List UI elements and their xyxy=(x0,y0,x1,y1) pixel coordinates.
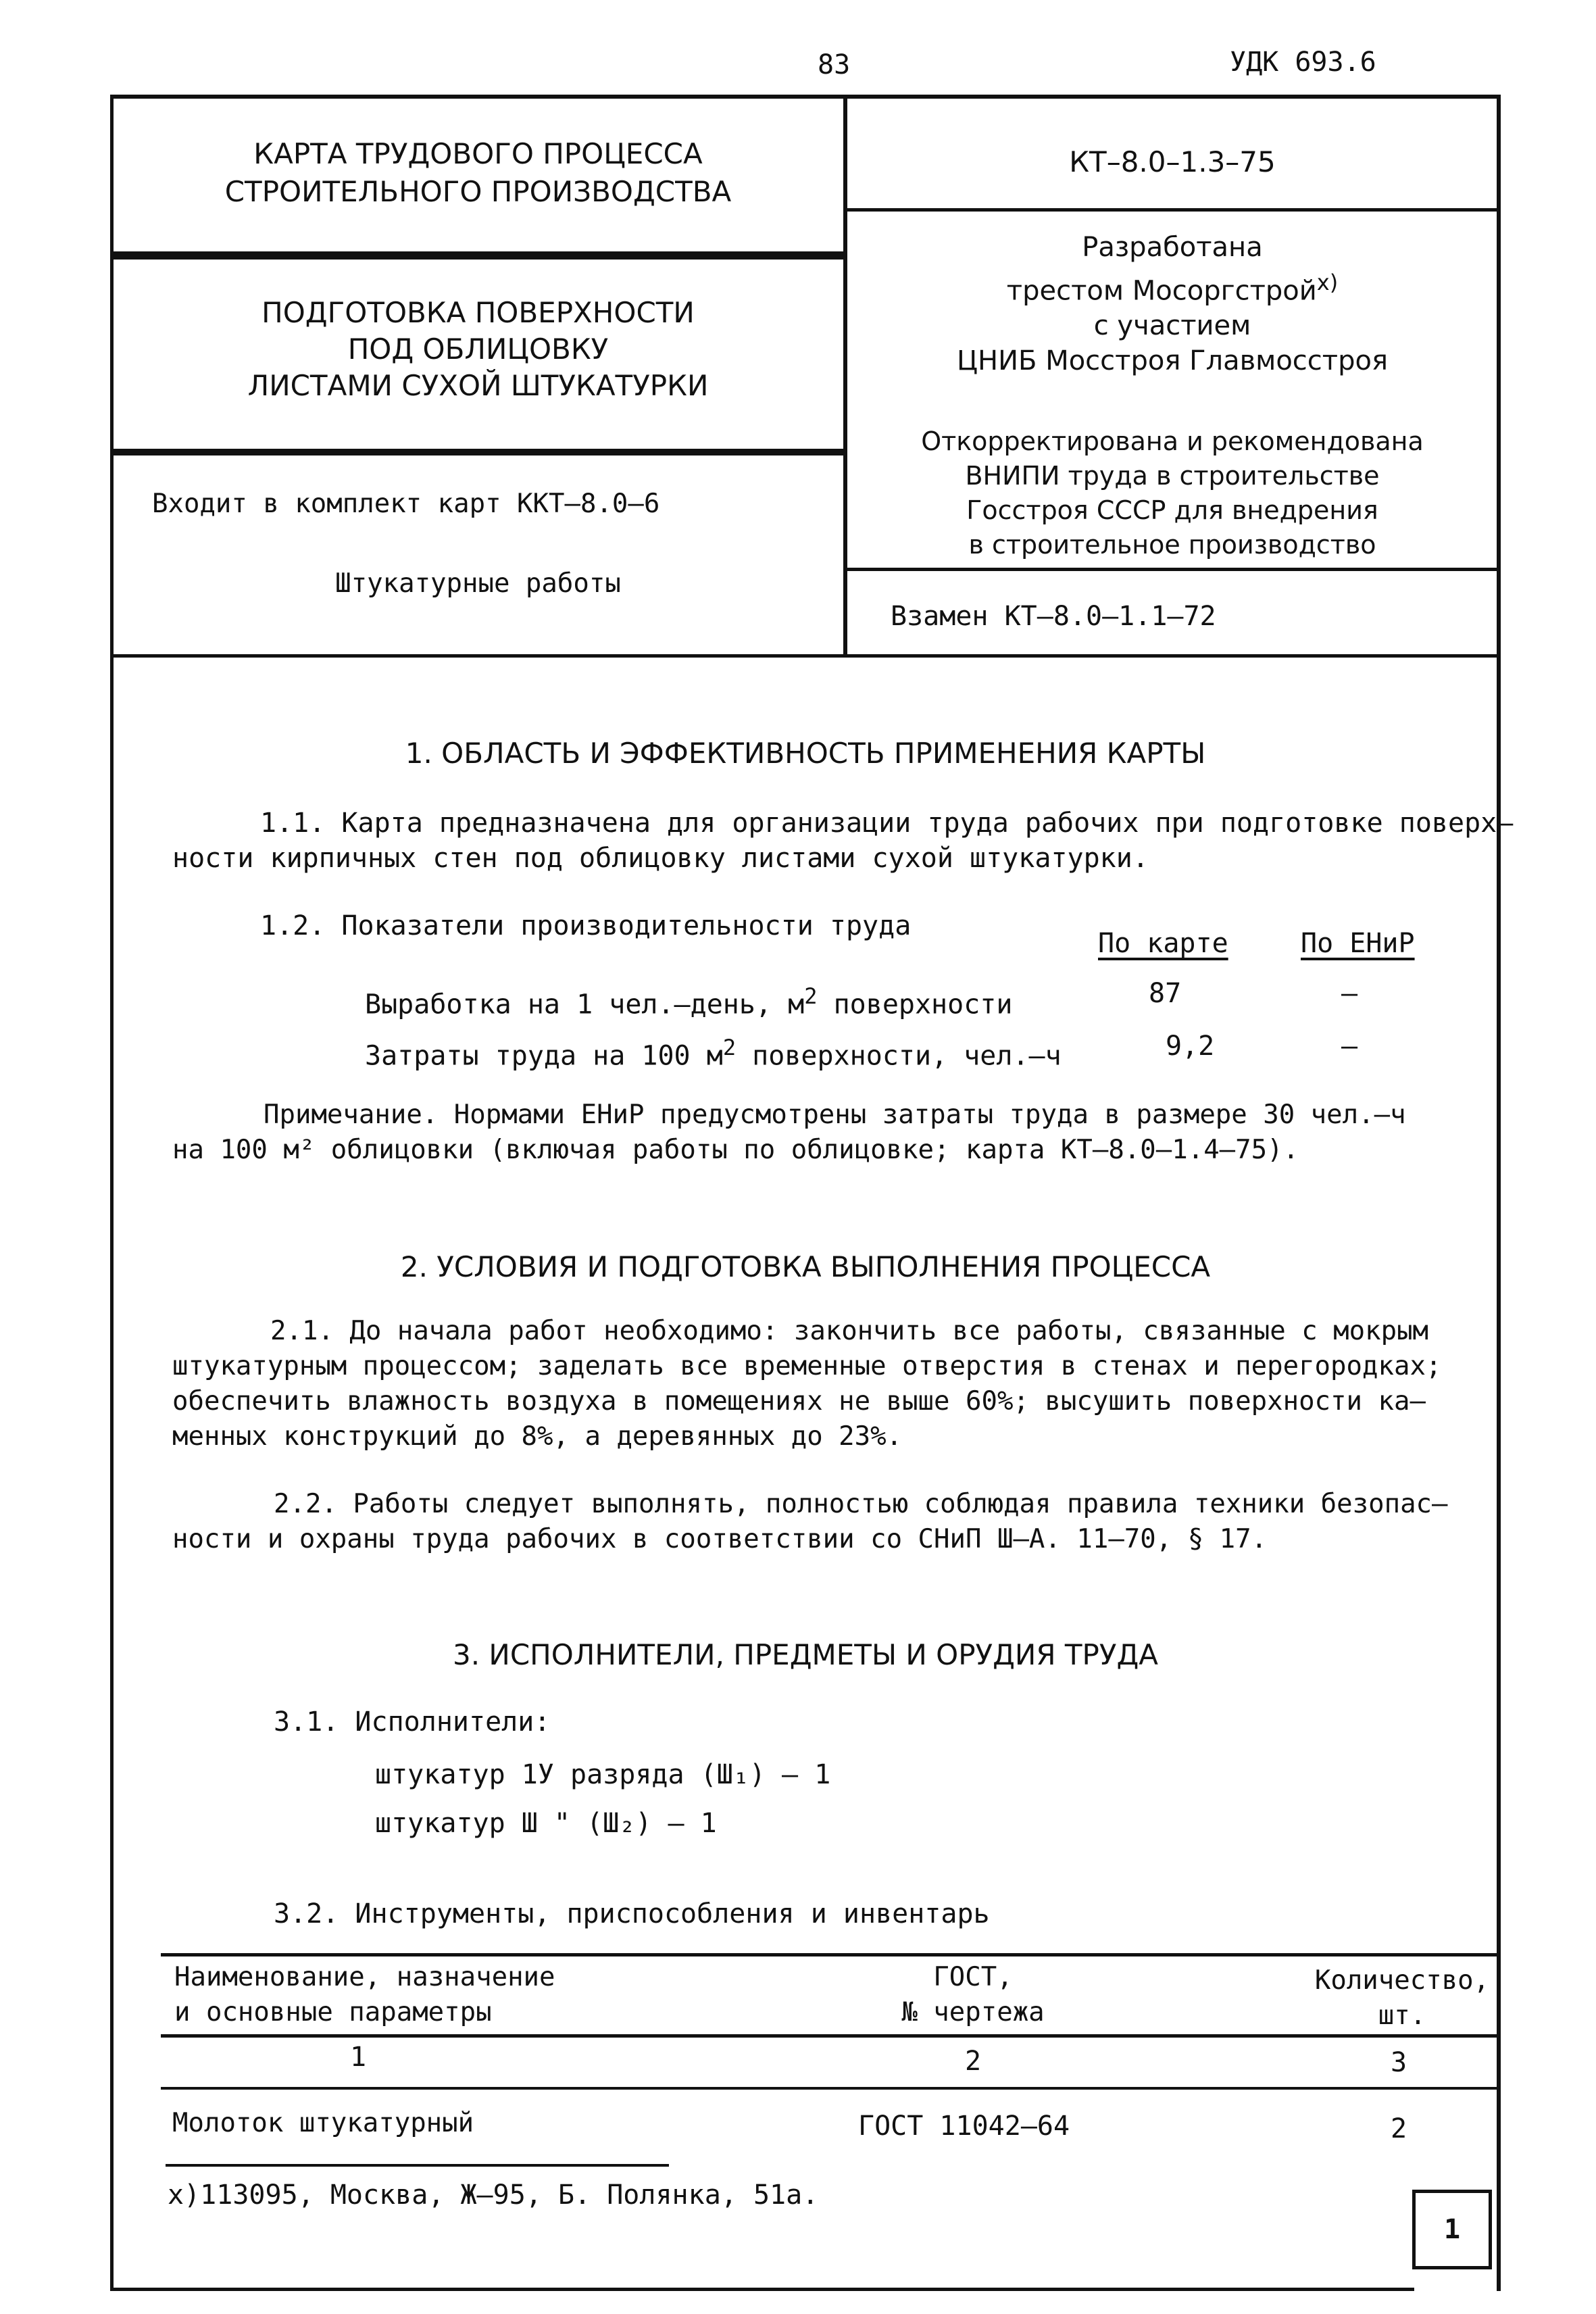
table-number-rule xyxy=(161,2087,1499,2090)
subject-line: ПОДГОТОВКА ПОВЕРХНОСТИ xyxy=(261,296,695,329)
sheet-number-box xyxy=(1412,2190,1492,2269)
paragraph-2-1-line: обеспечить влажность воздуха в помещениях не выше 60%; высушить поверхности ка– xyxy=(172,1386,1426,1417)
replaces: Взамен КТ–8.0–1.1–72 xyxy=(891,601,1216,632)
developed-by xyxy=(848,230,1497,378)
labor-card-value: 9,2 xyxy=(1166,1031,1215,1062)
card-title xyxy=(115,135,841,211)
tool-quantity: 2 xyxy=(1390,2113,1407,2144)
footnote-mark: x) xyxy=(1316,270,1339,295)
table-col2-header: ГОСТ, № чертежа xyxy=(901,1962,1045,2027)
developed-line: с участием xyxy=(1093,310,1251,342)
subject-title xyxy=(115,295,841,404)
worker-2: штукатур Ш " (Ш₂) – 1 xyxy=(375,1808,717,1839)
header-line-bottom xyxy=(110,654,1501,658)
corrected-line: в строительное производство xyxy=(968,530,1376,560)
paragraph-3-1: 3.1. Исполнители: xyxy=(274,1706,551,1738)
paragraph-2-1-line: 2.1. До начала работ необходимо: закончить все работы, связанные с мокрым xyxy=(270,1316,1429,1346)
developed-line: ЦНИБ Мосстроя Главмосстроя xyxy=(956,345,1389,377)
sheet-number: 1 xyxy=(1443,2214,1461,2245)
card-title-line: КАРТА ТРУДОВОГО ПРОЦЕССА xyxy=(253,137,703,170)
paragraph-2-2-line: ности и охраны труда рабочих в соответствии со СНиП Ш–А. 11–70, § 17. xyxy=(172,1524,1268,1554)
corrected-line: Госстроя СССР для внедрения xyxy=(966,495,1378,525)
header-line-right-1 xyxy=(843,208,1499,212)
paragraph-2-2-line: 2.2. Работы следует выполнять, полностью соблюдая правила техники безопас– xyxy=(274,1489,1448,1519)
udk-code: УДК 693.6 xyxy=(1230,47,1376,78)
note-line: Примечание. Нормами ЕНиР предусмотрены затраты труда в размере 30 чел.–ч xyxy=(264,1100,1406,1130)
table-col-number: 1 xyxy=(349,2042,367,2073)
header-divider-vertical xyxy=(843,95,847,656)
column-header-card: По карте xyxy=(1098,928,1228,959)
output-card-value: 87 xyxy=(1149,978,1182,1009)
page-number: 83 xyxy=(818,49,851,80)
paragraph-2-1-line: штукатурным процессом; заделать все временные отверстия в стенах и перегородках; xyxy=(172,1351,1442,1381)
paragraph-1-1-line: 1.1. Карта предназначена для организации труда рабочих при подготовке поверх– xyxy=(260,808,1514,839)
header-line-right-2 xyxy=(843,568,1499,571)
corrected-line: ВНИПИ труда в строительстве xyxy=(965,461,1380,491)
output-enir-value: – xyxy=(1341,978,1358,1009)
footnote: x)113095, Москва, Ж–95, Б. Полянка, 51а. xyxy=(168,2180,819,2211)
work-type: Штукатурные работы xyxy=(335,568,621,599)
section-1-heading: 1. ОБЛАСТЬ И ЭФФЕКТИВНОСТЬ ПРИМЕНЕНИЯ КАРТЫ xyxy=(405,737,1206,770)
paragraph-3-2: 3.2. Инструменты, приспособления и инвентарь xyxy=(274,1898,990,1929)
frame-right xyxy=(1497,95,1501,2291)
header-line-left-2 xyxy=(110,449,845,456)
table-header-rule xyxy=(161,2034,1499,2038)
card-title-line: СТРОИТЕЛЬНОГО ПРОИЗВОДСТВА xyxy=(224,175,732,208)
subject-line: ПОД ОБЛИЦОВКУ xyxy=(347,333,609,366)
table-col-number: 3 xyxy=(1390,2047,1407,2078)
table-col3-header: Количество, шт. xyxy=(1314,1965,1490,2031)
paragraph-1-1-line: ности кирпичных стен под облицовку листами сухой штукатурки. xyxy=(172,843,1149,874)
frame-top xyxy=(110,95,1501,99)
paragraph-2-1-line: менных конструкций до 8%, а деревянных до 23%. xyxy=(172,1421,903,1452)
table-col-number: 2 xyxy=(964,2046,982,2077)
note-line: на 100 м² облицовки (включая работы по облицовке; карта КТ–8.0–1.4–75). xyxy=(172,1135,1299,1165)
corrected-line: Откорректирована и рекомендована xyxy=(921,426,1424,456)
footnote-rule xyxy=(166,2164,669,2167)
labor-row-label: Затраты труда на 100 $м^2$ поверхности, чел.–ч xyxy=(365,1035,1062,1072)
card-code: КТ–8.0–1.3–75 xyxy=(1069,145,1276,178)
labor-enir-value: – xyxy=(1341,1031,1358,1062)
table-col1-header: Наименование, назначение и основные параметры xyxy=(174,1962,555,2027)
worker-1: штукатур 1У разряда (Ш₁) – 1 xyxy=(375,1759,831,1790)
frame-bottom xyxy=(110,2288,1414,2291)
developed-line: трестом Мосоргстрой$^{x)}$ xyxy=(1006,270,1339,307)
developed-line: Разработана xyxy=(1082,232,1263,263)
header-line-left-1 xyxy=(110,251,845,260)
paragraph-1-2: 1.2. Показатели производительности труда xyxy=(260,910,912,941)
frame-left xyxy=(110,95,114,2291)
table-top-rule xyxy=(161,1953,1499,1956)
tool-name: Молоток штукатурный xyxy=(172,2108,474,2138)
corrected-by xyxy=(848,424,1497,562)
column-header-enir: По ЕНиР xyxy=(1301,928,1415,959)
tool-gost: ГОСТ 11042–64 xyxy=(858,2111,1070,2142)
output-row-label: Выработка на 1 чел.–день, $м^2$ поверхности xyxy=(365,983,1013,1020)
section-3-heading: 3. ИСПОЛНИТЕЛИ, ПРЕДМЕТЫ И ОРУДИЯ ТРУДА xyxy=(452,1638,1158,1671)
section-2-heading: 2. УСЛОВИЯ И ПОДГОТОВКА ВЫПОЛНЕНИЯ ПРОЦЕССА xyxy=(400,1250,1211,1283)
subject-line: ЛИСТАМИ СУХОЙ ШТУКАТУРКИ xyxy=(247,369,709,402)
set-info: Входит в комплект карт ККТ–8.0–6 xyxy=(152,489,660,519)
